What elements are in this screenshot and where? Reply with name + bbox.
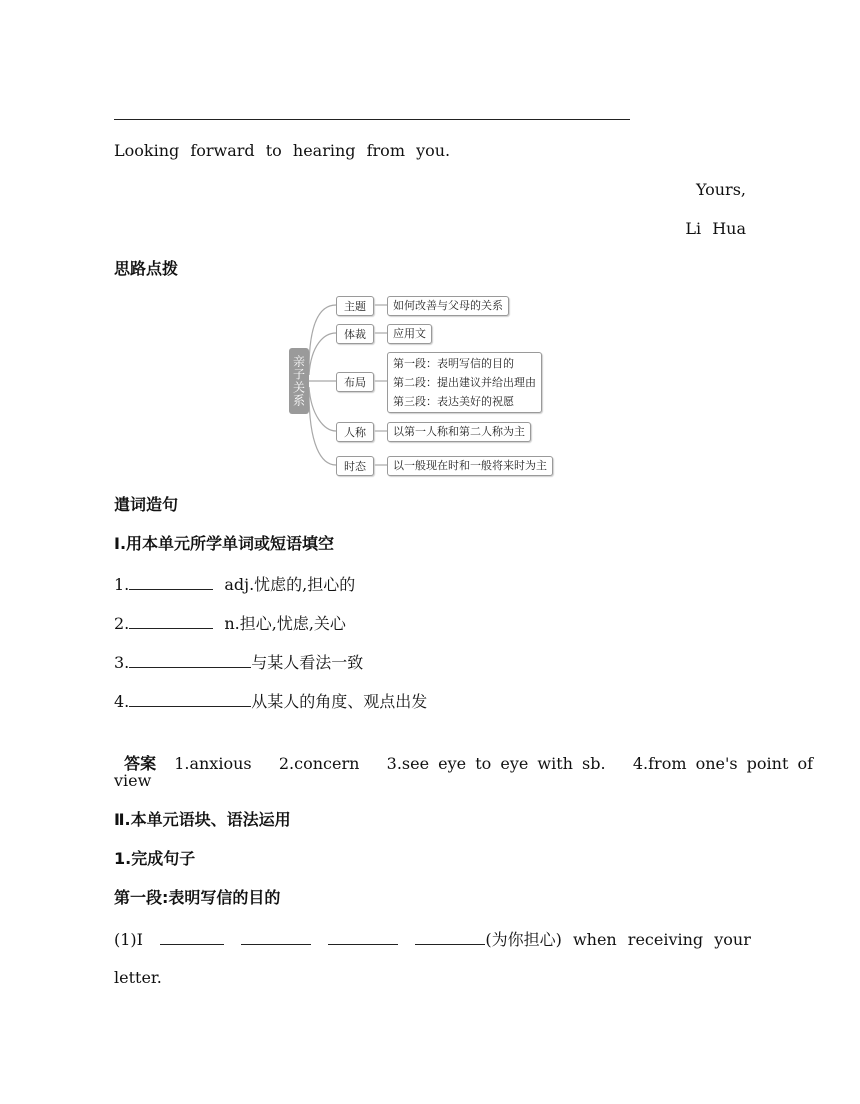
closing-line: Looking forward to hearing from you.: [114, 141, 451, 160]
fill-item-text: 从某人的角度、观点出发: [251, 692, 428, 711]
answer-text: 1.anxious 2.concern 3.see eye to eye with sb. 4.from one's point of: [174, 754, 814, 773]
answer-line: [114, 119, 630, 120]
leaf-layout-1: 第一段：表明写信的目的: [393, 357, 514, 370]
part2-sub: 1.完成句子: [114, 849, 196, 868]
fill-blank[interactable]: [129, 612, 213, 629]
fill-item-2: [114, 612, 346, 635]
branch-genre: 体裁: [336, 324, 374, 344]
sentence-hint: (为你担心): [485, 930, 562, 949]
outline-heading: 思路点拨: [114, 259, 179, 278]
answer-line-1: [114, 731, 813, 775]
mind-map-root: 亲子关系: [289, 348, 309, 414]
fill-blank[interactable]: [129, 651, 251, 668]
fill-item-number: 1.: [114, 575, 130, 594]
leaf-genre: 应用文: [387, 324, 432, 344]
part1-title: Ⅰ.用本单元所学单词或短语填空: [114, 534, 335, 553]
fill-item-4: [114, 690, 427, 713]
leaf-layout-2: 第二段：提出建议并给出理由: [393, 376, 536, 389]
signature: Li Hua: [685, 219, 746, 238]
mind-map: [286, 290, 578, 480]
leaf-theme: 如何改善与父母的关系: [387, 296, 509, 316]
answer-label: 答案: [124, 754, 157, 773]
leaf-person: 以第一人称和第二人称为主: [387, 422, 531, 442]
branch-tense: 时态: [336, 456, 374, 476]
fill-item-number: 4.: [114, 692, 130, 711]
branch-theme: 主题: [336, 296, 374, 316]
sentence-1: [114, 928, 751, 951]
sentence-blank-2[interactable]: [241, 928, 311, 945]
paragraph-label: 第一段:表明写信的目的: [114, 888, 281, 907]
sentence-continuation: letter.: [114, 968, 162, 987]
sentence-blank-4[interactable]: [415, 928, 485, 945]
sentence-blank-1[interactable]: [160, 928, 224, 945]
fill-item-text: n.担心,忧虑,关心: [219, 614, 346, 633]
fill-item-text: 与某人看法一致: [251, 653, 364, 672]
sentence-suffix: when receiving your: [561, 930, 751, 949]
branch-person: 人称: [336, 422, 374, 442]
fill-blank[interactable]: [129, 573, 213, 590]
fill-item-3: [114, 651, 363, 674]
fill-item-1: [114, 573, 355, 596]
fill-blank[interactable]: [129, 690, 251, 707]
sentence-prefix: (1)I: [114, 930, 143, 949]
vocab-heading: 遣词造句: [114, 495, 179, 514]
fill-item-number: 3.: [114, 653, 130, 672]
fill-item-number: 2.: [114, 614, 130, 633]
closing-yours: Yours,: [695, 180, 746, 199]
leaf-layout-3: 第三段：表达美好的祝愿: [393, 395, 514, 408]
fill-item-text: adj.忧虑的,担心的: [219, 575, 356, 594]
part2-title: Ⅱ.本单元语块、语法运用: [114, 810, 291, 829]
answer-continuation: view: [114, 771, 152, 790]
sentence-blank-3[interactable]: [328, 928, 398, 945]
branch-layout: 布局: [336, 372, 374, 392]
leaf-tense: 以一般现在时和一般将来时为主: [387, 456, 553, 476]
leaf-layout: [387, 352, 542, 413]
